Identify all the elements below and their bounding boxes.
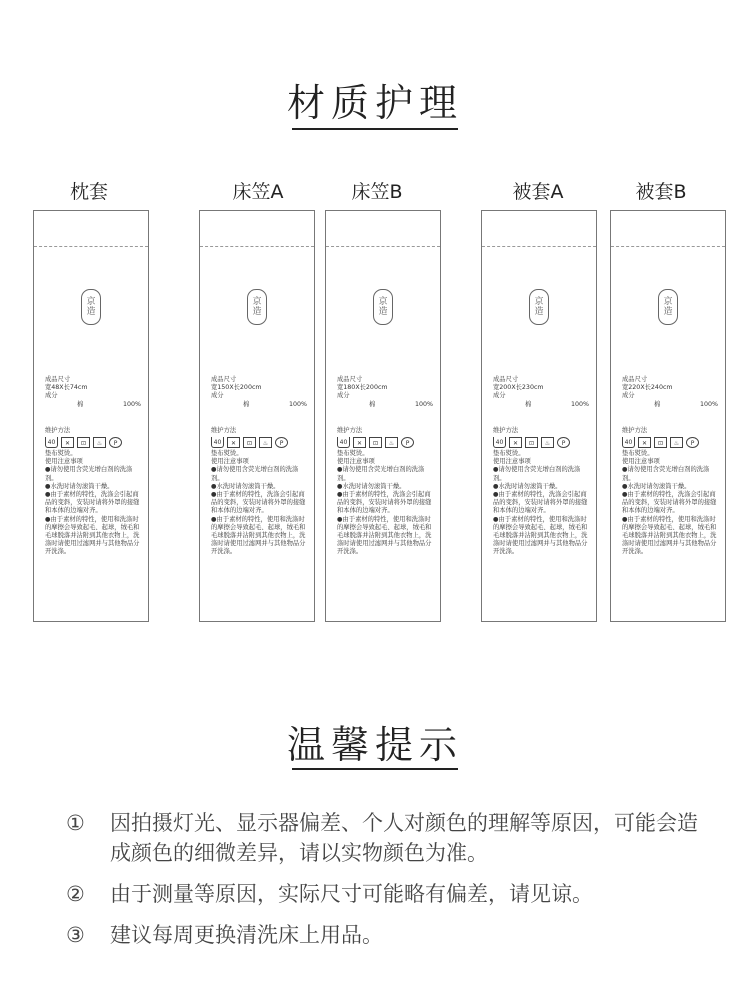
material: 棉 [369,400,376,408]
no-bleach-icon: ✕ [61,437,74,448]
care-label [481,210,597,622]
logo-char: 造 [534,307,544,317]
label-name: 床笠A [232,181,284,203]
logo-char: 造 [378,307,388,317]
no-bleach-icon: ✕ [509,437,522,448]
tumble-dry-icon: ⊡ [525,437,538,448]
usage-text: ●请勿使用含荧光增白剂的洗涤剂。 ●水洗时请勿滚筒干燥。 ●由于素材的特性，洗涤会引起商品的变斜，安装时请将外罩的接缝和本体的边端对齐。 ●由于素材的特性，使用和洗涤时的摩擦会导致起毛、起球，绒毛和毛球脱落并沾附到其他衣物上，洗涤时请使用过滤网并与其他物品分开洗涤。 [622,466,717,556]
care-label [33,210,149,622]
no-bleach-icon: ✕ [353,437,366,448]
usage-heading: 使用注意事项 [211,458,249,466]
tumble-dry-icon: ⊡ [243,437,256,448]
note-text: 由于测量等原因，实际尺寸可能略有偏差，请见谅。 [110,882,593,906]
note-number: ② [66,882,85,906]
label-name: 被套A [512,181,564,203]
care-note: 垫布熨烫。 [337,450,369,458]
composition-row [337,401,433,409]
care-icons [211,437,307,448]
care-icons [337,437,433,448]
wash-40-icon: 40 [493,437,506,448]
composition-heading: 成分 [211,392,224,400]
material: 棉 [525,400,532,408]
percent: 100% [570,400,589,408]
dry-clean-p-icon: P [686,437,699,448]
label-name: 床笠B [351,181,403,203]
usage-heading: 使用注意事项 [45,458,83,466]
note-number: ① [66,811,85,835]
composition-row [211,401,307,409]
wash-40-icon: 40 [337,437,350,448]
care-heading: 维护方法 [622,426,648,434]
wash-40-icon: 40 [45,437,58,448]
usage-heading: 使用注意事项 [337,458,375,466]
care-note: 垫布熨烫。 [493,450,525,458]
dry-clean-p-icon: P [109,437,122,448]
iron-icon: ♨ [670,437,683,448]
care-heading: 维护方法 [337,426,363,434]
logo-char: 京 [86,297,96,307]
iron-icon: ♨ [259,437,272,448]
logo-seal-icon [373,289,393,325]
label-info [493,376,589,557]
usage-text: ●请勿使用含荧光增白剂的洗涤剂。 ●水洗时请勿滚筒干燥。 ●由于素材的特性，洗涤会引起商品的变斜，安装时请将外罩的接缝和本体的边端对齐。 ●由于素材的特性，使用和洗涤时的摩擦会导致起毛、起球，绒毛和毛球脱落并沾附到其他衣物上，洗涤时请使用过滤网并与其他物品分开洗涤。 [45,466,140,556]
wash-40-icon: 40 [622,437,635,448]
size-heading: 成品尺寸 [45,376,71,383]
usage-text: ●请勿使用含荧光增白剂的洗涤剂。 ●水洗时请勿滚筒干燥。 ●由于素材的特性，洗涤会引起商品的变斜，安装时请将外罩的接缝和本体的边端对齐。 ●由于素材的特性，使用和洗涤时的摩擦会导致起毛、起球，绒毛和毛球脱落并沾附到其他衣物上，洗涤时请使用过滤网并与其他物品分开洗涤。 [211,466,306,556]
logo-char: 京 [378,297,388,307]
size-heading: 成品尺寸 [211,376,237,383]
percent: 100% [288,400,307,408]
note-number: ③ [66,923,85,947]
title-underline [292,768,458,770]
logo-seal-icon [81,289,101,325]
label-name: 被套B [635,181,687,203]
dry-clean-p-icon: P [401,437,414,448]
size-value: 宽220X长240cm [622,384,673,392]
size-heading: 成品尺寸 [493,376,519,383]
section-title-tips: 温馨提示 [286,723,463,767]
logo-char: 造 [252,307,262,317]
logo-seal-icon [658,289,678,325]
iron-icon: ♨ [93,437,106,448]
note-item [66,879,706,909]
care-icons [45,437,141,448]
percent: 100% [414,400,433,408]
composition-heading: 成分 [622,392,635,400]
label-info [337,376,433,557]
section-title-care: 材质护理 [286,81,463,125]
size-value: 宽48X长74cm [45,384,88,392]
iron-icon: ♨ [385,437,398,448]
tumble-dry-icon: ⊡ [654,437,667,448]
percent: 100% [699,400,718,408]
usage-text: ●请勿使用含荧光增白剂的洗涤剂。 ●水洗时请勿滚筒干燥。 ●由于素材的特性，洗涤会引起商品的变斜，安装时请将外罩的接缝和本体的边端对齐。 ●由于素材的特性，使用和洗涤时的摩擦会导致起毛、起球，绒毛和毛球脱落并沾附到其他衣物上，洗涤时请使用过滤网并与其他物品分开洗涤。 [493,466,588,556]
size-value: 宽150X长200cm [211,384,262,392]
iron-icon: ♨ [541,437,554,448]
composition-row [45,401,141,409]
cut-line [482,246,596,247]
care-note: 垫布熨烫。 [211,450,243,458]
notes-list [66,808,706,961]
cut-line [34,246,148,247]
size-heading: 成品尺寸 [622,376,648,383]
material: 棉 [654,400,661,408]
material: 棉 [243,400,250,408]
care-heading: 维护方法 [211,426,237,434]
care-heading: 维护方法 [493,426,519,434]
tumble-dry-icon: ⊡ [369,437,382,448]
label-info [622,376,718,557]
cut-line [200,246,314,247]
composition-row [493,401,589,409]
note-item [66,808,706,868]
care-icons [493,437,589,448]
label-info [45,376,141,557]
tumble-dry-icon: ⊡ [77,437,90,448]
usage-heading: 使用注意事项 [622,458,660,466]
percent: 100% [122,400,141,408]
composition-heading: 成分 [45,392,58,400]
logo-char: 京 [534,297,544,307]
care-note: 垫布熨烫。 [622,450,654,458]
size-value: 宽180X长200cm [337,384,388,392]
care-label [610,210,726,622]
care-icons [622,437,718,448]
size-heading: 成品尺寸 [337,376,363,383]
dry-clean-p-icon: P [557,437,570,448]
no-bleach-icon: ✕ [227,437,240,448]
dry-clean-p-icon: P [275,437,288,448]
logo-char: 造 [86,307,96,317]
usage-heading: 使用注意事项 [493,458,531,466]
logo-seal-icon [529,289,549,325]
logo-char: 造 [663,307,673,317]
cut-line [326,246,440,247]
size-value: 宽200X长230cm [493,384,544,392]
cut-line [611,246,725,247]
care-heading: 维护方法 [45,426,71,434]
composition-row [622,401,718,409]
composition-heading: 成分 [337,392,350,400]
logo-char: 京 [252,297,262,307]
note-text: 因拍摄灯光、显示器偏差、个人对颜色的理解等原因，可能会造成颜色的细微差异，请以实物颜色为准。 [110,811,698,865]
composition-heading: 成分 [493,392,506,400]
material: 棉 [77,400,84,408]
label-info [211,376,307,557]
title-underline [292,128,458,130]
care-note: 垫布熨烫。 [45,450,77,458]
wash-40-icon: 40 [211,437,224,448]
note-text: 建议每周更换清洗床上用品。 [110,923,383,947]
care-label [325,210,441,622]
usage-text: ●请勿使用含荧光增白剂的洗涤剂。 ●水洗时请勿滚筒干燥。 ●由于素材的特性，洗涤会引起商品的变斜，安装时请将外罩的接缝和本体的边端对齐。 ●由于素材的特性，使用和洗涤时的摩擦会导致起毛、起球，绒毛和毛球脱落并沾附到其他衣物上，洗涤时请使用过滤网并与其他物品分开洗涤。 [337,466,432,556]
logo-seal-icon [247,289,267,325]
logo-char: 京 [663,297,673,307]
care-label [199,210,315,622]
no-bleach-icon: ✕ [638,437,651,448]
label-name: 枕套 [69,181,108,203]
note-item [66,920,706,950]
